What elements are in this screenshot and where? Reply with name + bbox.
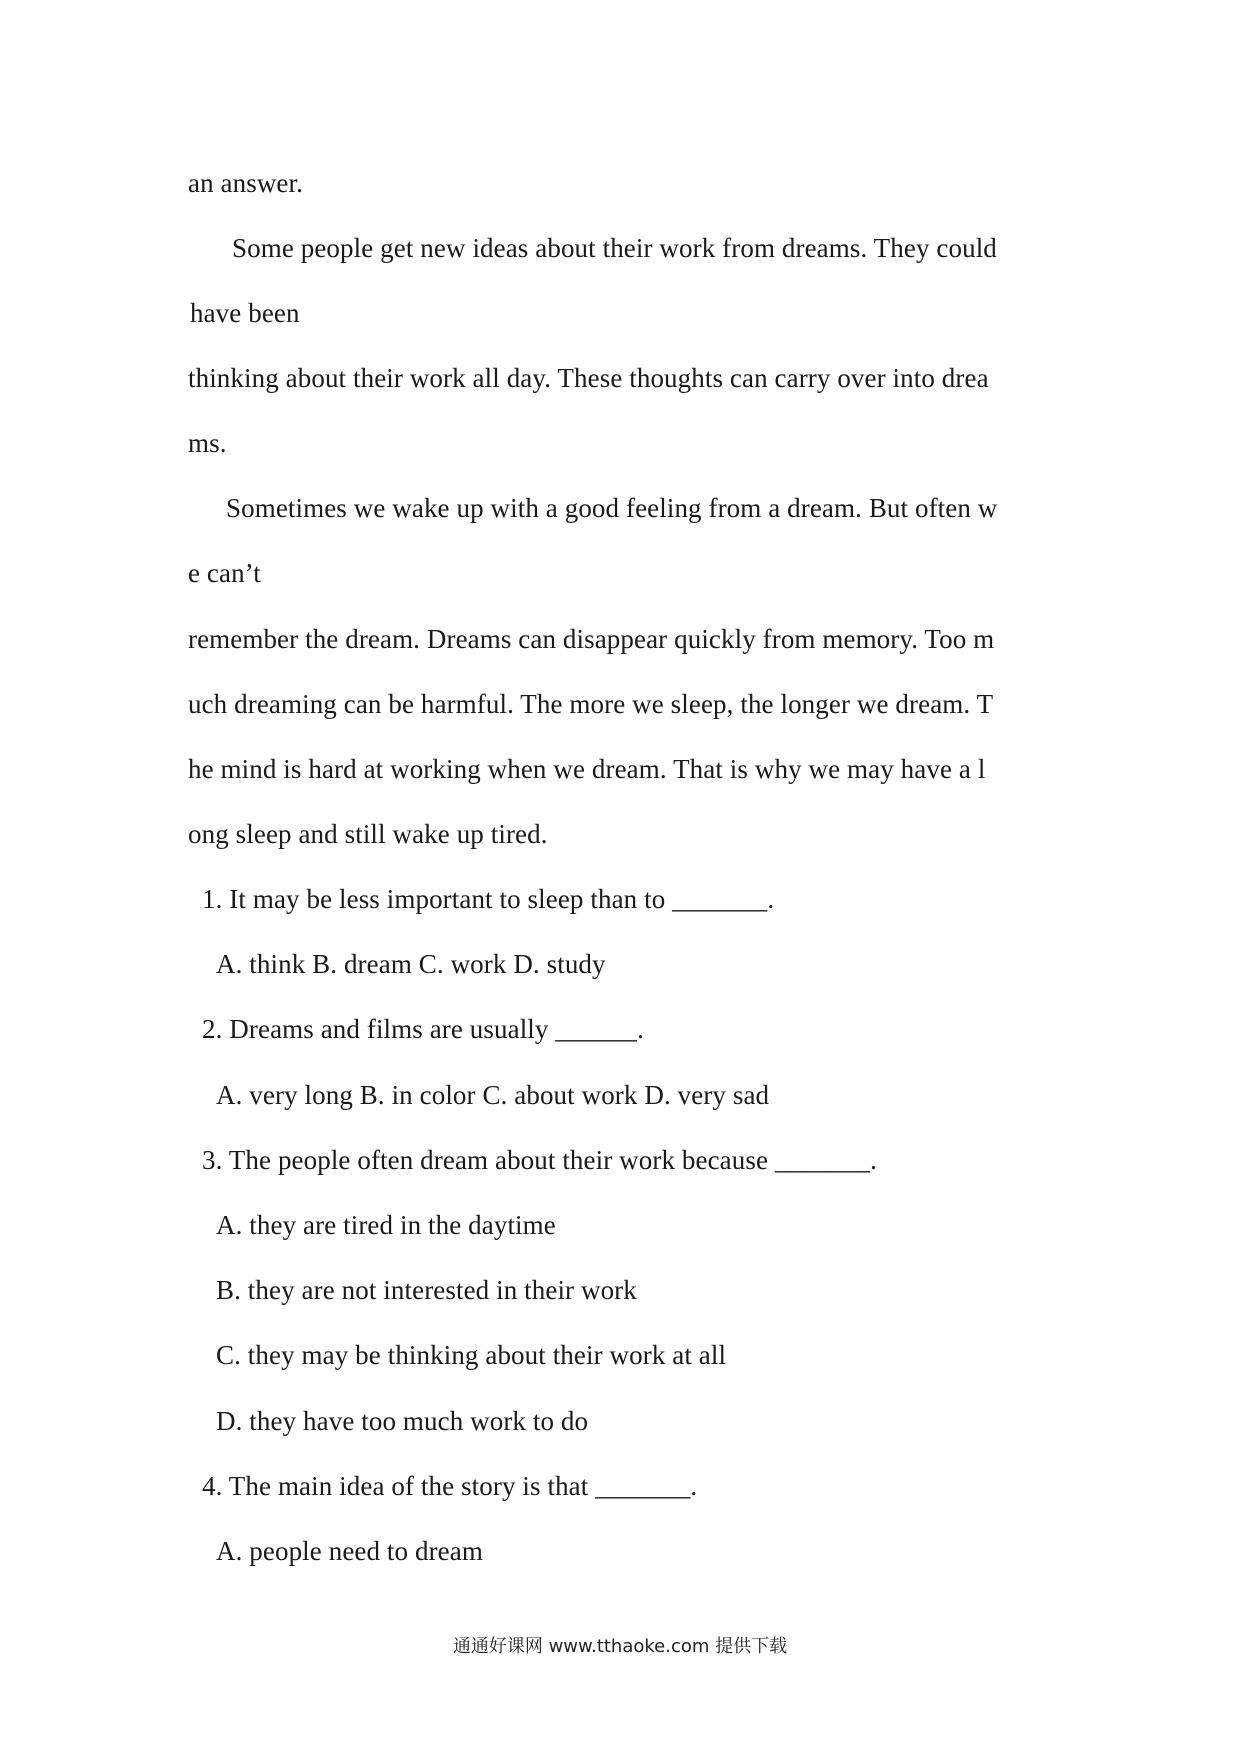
question-option: B. they are not interested in their work <box>216 1275 637 1305</box>
question-stem: 1. It may be less important to sleep than to _______. <box>202 884 775 914</box>
passage-line: thinking about their work all day. These thoughts can carry over into drea <box>188 363 989 393</box>
question-stem: 2. Dreams and films are usually ______. <box>202 1014 644 1044</box>
passage-line: he mind is hard at working when we dream. That is why we may have a l <box>188 754 986 784</box>
question-option: D. they have too much work to do <box>216 1406 589 1436</box>
passage-line: Sometimes we wake up with a good feeling from a dream. But often w <box>226 493 998 523</box>
passage-line: uch dreaming can be harmful. The more we sleep, the longer we dream. T <box>188 689 994 719</box>
passage-line: ms. <box>188 428 227 458</box>
question-option: A. they are tired in the daytime <box>216 1210 556 1240</box>
passage-line: ong sleep and still wake up tired. <box>188 819 548 849</box>
passage-line: Some people get new ideas about their work from dreams. They could <box>232 233 997 263</box>
question-option: C. they may be thinking about their work at all <box>216 1340 727 1370</box>
passage-line: remember the dream. Dreams can disappear quickly from memory. Too m <box>188 624 995 654</box>
question-stem: 3. The people often dream about their work because _______. <box>202 1145 877 1175</box>
passage-line: an answer. <box>188 168 303 198</box>
footer-watermark: 通通好课网 www.tthaoke.com 提供下载 <box>452 1636 788 1657</box>
question-options: A. think B. dream C. work D. study <box>216 949 606 979</box>
question-option: A. people need to dream <box>216 1536 483 1566</box>
question-stem: 4. The main idea of the story is that _______. <box>202 1471 698 1501</box>
passage-line: have been <box>190 298 300 328</box>
passage-line: e can’t <box>188 558 261 588</box>
question-options: A. very long B. in color C. about work D. very sad <box>216 1080 770 1110</box>
